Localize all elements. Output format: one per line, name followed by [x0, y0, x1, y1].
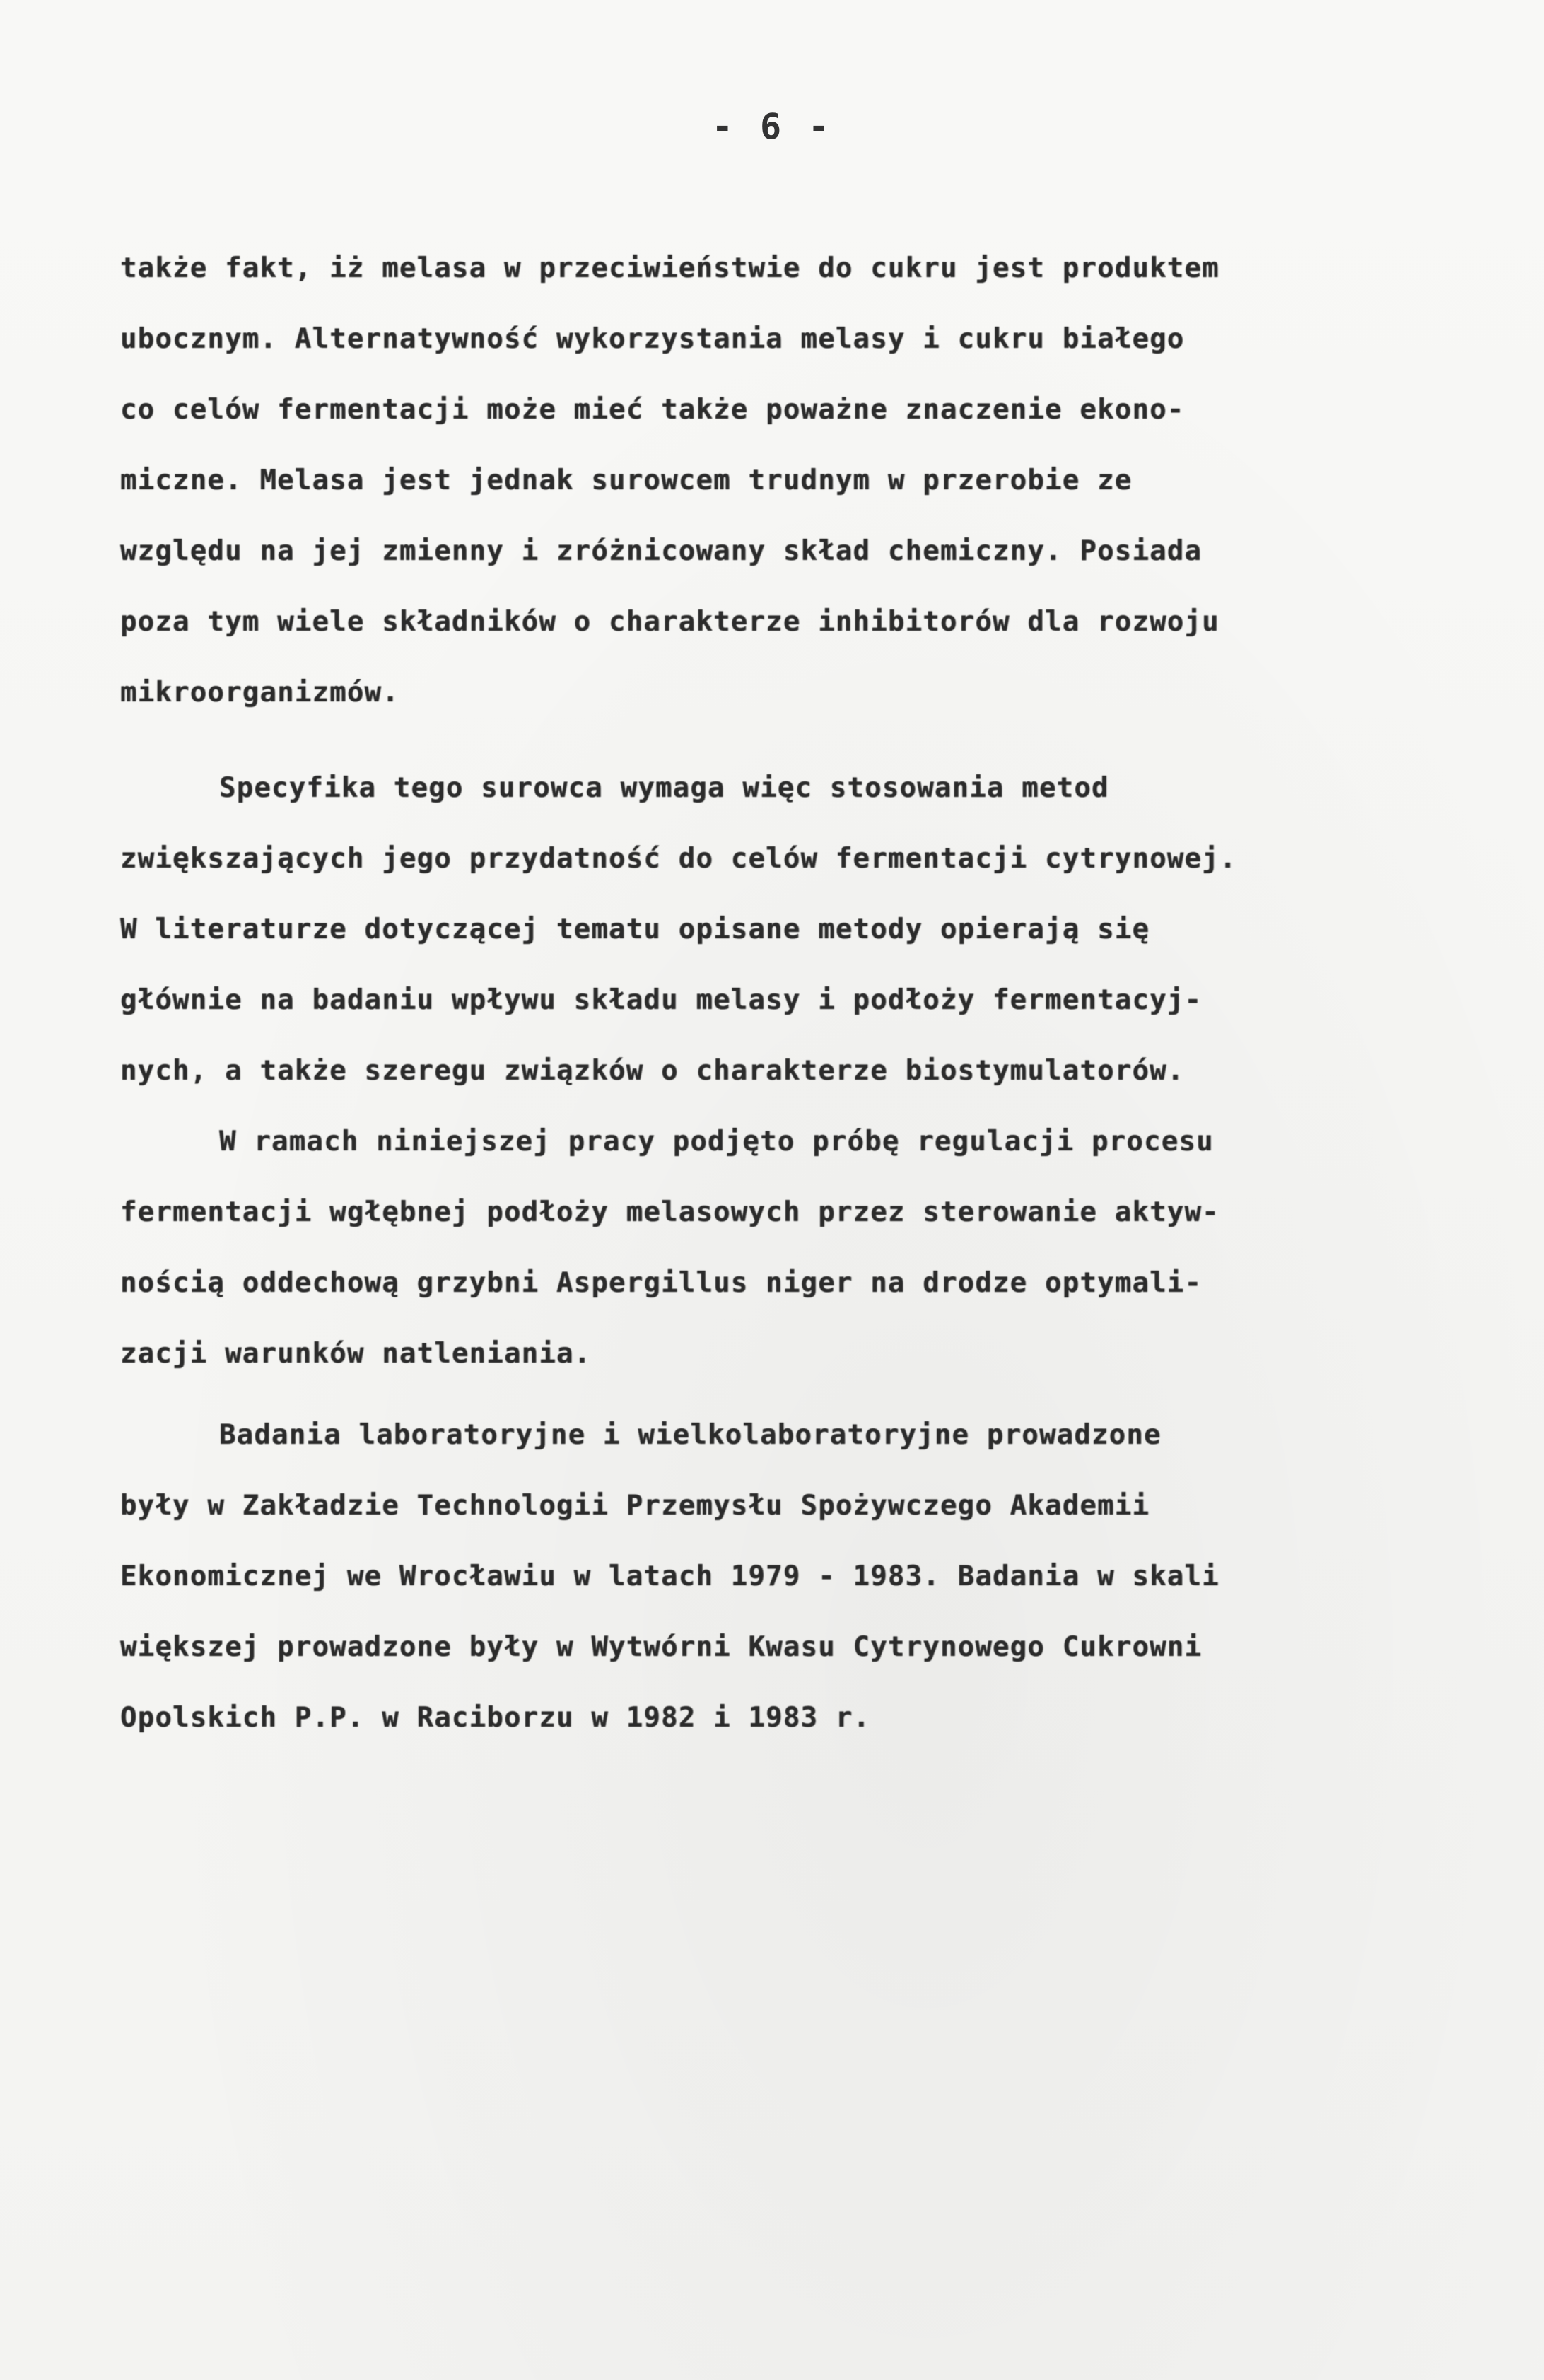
paragraph-3-line-2: fermentacji wgłębnej podłoży melasowych przez sterowanie aktyw-	[120, 1196, 1220, 1228]
paragraph-3-line-1: W ramach niniejszej pracy podjęto próbę regulacji procesu	[219, 1126, 1214, 1157]
paragraph-2-line-5: nych, a także szeregu związków o charakterze biostymulatorów.	[120, 1055, 1185, 1087]
paragraph-4-line-3: Ekonomicznej we Wrocławiu w latach 1979 - 1983. Badania w skali	[120, 1561, 1220, 1592]
paragraph-2-line-3: W literaturze dotyczącej tematu opisane metody opierają się	[120, 914, 1150, 945]
paragraph-3-line-3: nością oddechową grzybni Aspergillus niger na drodze optymali-	[120, 1267, 1203, 1299]
page-number: - 6 -	[711, 106, 833, 147]
paragraph-2-line-4: głównie na badaniu wpływu składu melasy i podłoży fermentacyj-	[120, 984, 1203, 1016]
paragraph-3-line-4: zacji warunków natleniania.	[120, 1338, 592, 1370]
paragraph-1-line-4: miczne. Melasa jest jednak surowcem trudnym w przerobie ze	[120, 465, 1133, 496]
paragraph-1-line-3: co celów fermentacji może mieć także poważne znaczenie ekono-	[120, 394, 1185, 426]
body-text	[120, 244, 1506, 1734]
paragraph-4-line-4: większej prowadzone były w Wytwórni Kwasu Cytrynowego Cukrowni	[120, 1631, 1203, 1663]
paragraph-1-line-7: mikroorganizmów.	[120, 677, 399, 708]
paragraph-2-line-1: Specyfika tego surowca wymaga więc stosowania metod	[219, 772, 1109, 804]
paragraph-1-line-5: względu na jej zmienny i zróżnicowany skład chemiczny. Posiada	[120, 535, 1203, 567]
paragraph-1-line-1: także fakt, iż melasa w przeciwieństwie do cukru jest produktem	[120, 252, 1220, 284]
paragraph-4-line-2: były w Zakładzie Technologii Przemysłu Spożywczego Akademii	[120, 1490, 1150, 1522]
paragraph-2-line-2: zwiększających jego przydatność do celów fermentacji cytrynowej.	[120, 843, 1237, 875]
paragraph-1-line-2: ubocznym. Alternatywność wykorzystania melasy i cukru białego	[120, 323, 1185, 355]
paragraph-4-line-5: Opolskich P.P. w Raciborzu w 1982 i 1983 r.	[120, 1702, 871, 1734]
paragraph-4-line-1: Badania laboratoryjne i wielkolaboratoryjne prowadzone	[219, 1419, 1162, 1451]
paragraph-1-line-6: poza tym wiele składników o charakterze inhibitorów dla rozwoju	[120, 606, 1220, 638]
